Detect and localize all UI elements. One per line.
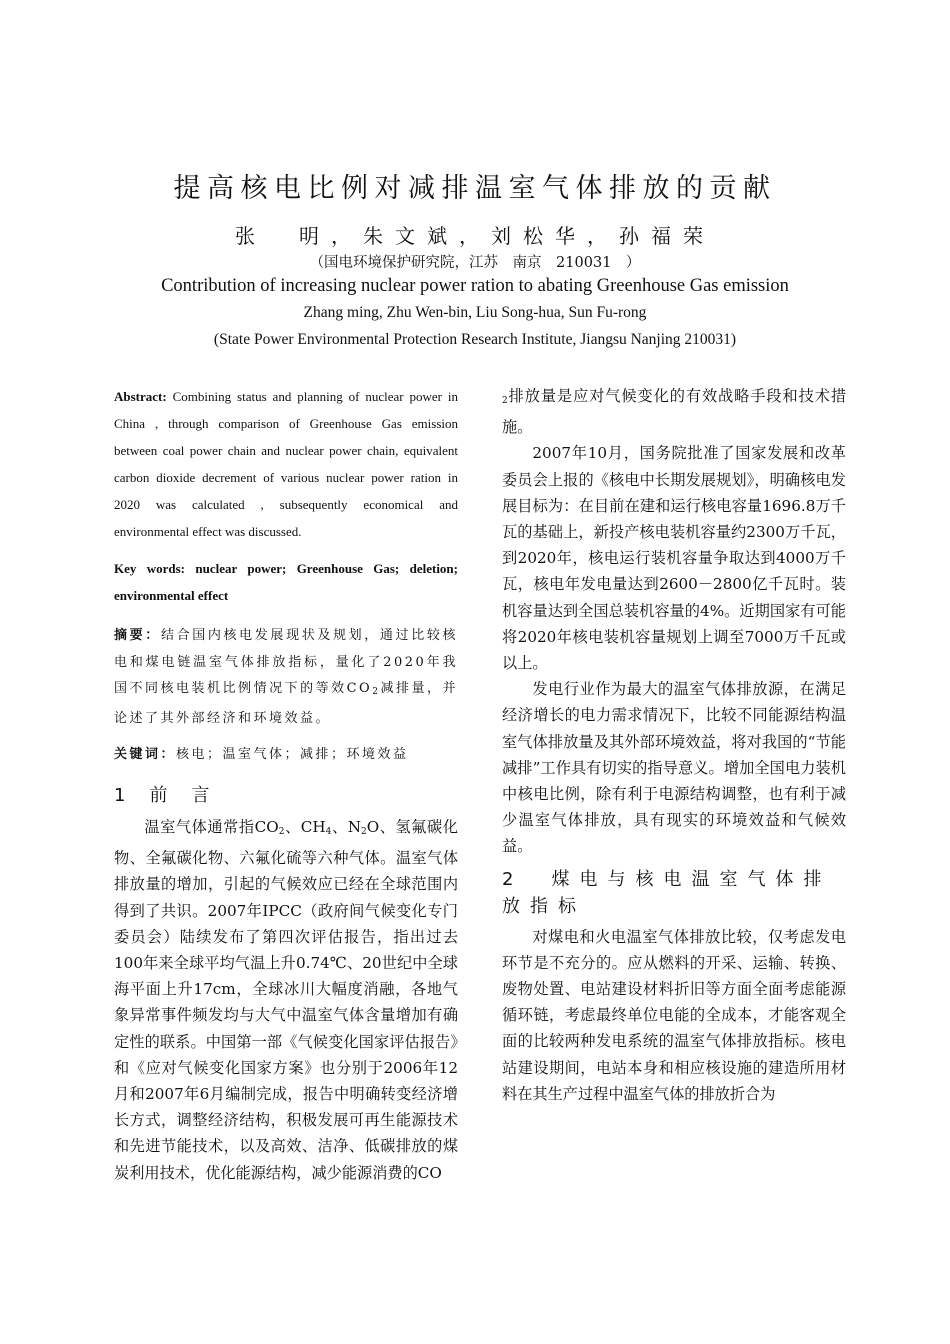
abstract-en-text: Combining status and planning of nuclear power in China , through comparison of Greenhouse Gas emission between coal power chain and nuclear power chain, equivalent carbon dioxide decrement of various nuclear power ration in 2020 was calculated , subsequently economical and environmental effect was discussed.	[114, 389, 458, 539]
section2-paragraph-1: 对煤电和火电温室气体排放比较，仅考虑发电环节是不充分的。应从燃料的开采、运输、转换、废物处置、电站建设材料折旧等方面全面考虑能源循环链，考虑最终单位电能的全成本，才能客观全面的比较两种发电系统的温室气体排放指标。核电站建设期间，电站本身和相应核设施的建造所用材料在其生产过程中温室气体的排放折合为	[502, 927, 846, 1103]
abstract-cn-sub: 2	[372, 687, 381, 697]
paper-title-en: Contribution of increasing nuclear power ration to abating Greenhouse Gas emission	[161, 276, 789, 296]
left-column	[114, 383, 458, 1186]
section1-paragraph-2: 2007年10月，国务院批准了国家发展和改革委员会上报的《核电中长期发展规划》，明确核电发展目标为：在目前在建和运行核电容量1696.8万千瓦的基础上，新投产核电装机容量约2300万千瓦，到2020年，核电运行装机容量争取达到4000万千瓦，核电年发电量达到2600－2800亿千瓦时。装机容量达到全国总装机容量的4%。近期国家有可能将2020年核电装机容量规划上调至7000万千瓦或以上。	[502, 444, 846, 673]
abstract-cn-text-b: 减排量，并论述了其外部经济和环境效益。	[114, 681, 458, 726]
abstract-cn	[114, 623, 458, 732]
abstract-en-label: Abstract:	[114, 389, 167, 404]
s1p1-sub-4: 2	[502, 396, 508, 406]
s1p1-text-a: 温室气体通常指CO	[144, 818, 279, 836]
abstract-cn-label: 摘要：	[114, 628, 161, 643]
authors-en: Zhang ming, Zhu Wen-bin, Liu Song-hua, Sun Fu-rong	[303, 304, 647, 321]
section1-paragraph-1	[114, 814, 458, 1186]
paper-title-cn: 提高核电比例对减排温室气体排放的贡献	[173, 173, 777, 204]
s1p1-text-b: 、CH	[284, 818, 326, 836]
s1p1-text-d: O、氢氟碳化物、全氟碳化物、六氟化硫等六种气体。温室气体排放量的增加，引起的气候效应已经在全球范围内得到了共识。2007年IPCC（政府间气候变化专门委员会）陆续发布了第四次评估报告，指出过去100年来全球平均气温上升0.74℃、20世纪中全球海平面上升17cm，全球冰川大幅度消融，各地气象异常事件频发均与大气中温室气体含量增加有确定性的联系。中国第一部《气候变化国家评估报告》和《应对气候变化国家方案》也分别于2006年12月和2007年6月编制完成，报告中明确转变经济增长方式，调整经济结构，积极发展可再生能源技术和先进节能技术，以及高效、洁净、低碳排放的煤炭利用技术，优化能源结构，减少能源消费的CO	[114, 818, 458, 1182]
affiliation-en: (State Power Environmental Protection Research Institute, Jiangsu Nanjing 210031)	[213, 331, 737, 348]
section1-paragraph-1-cont	[502, 383, 846, 440]
right-column	[502, 383, 846, 1107]
section2-heading: 2 煤电与核电温室气体排放指标	[502, 868, 832, 917]
keywords-cn-label: 关键词：	[114, 747, 177, 762]
s1p1-text-e: 排放量是应对气候变化的有效战略手段和技术措施。	[502, 387, 846, 437]
section1-paragraph-3: 发电行业作为最大的温室气体排放源，在满足经济增长的电力需求情况下，比较不同能源结构温室气体排放量及其外部环境效益，将对我国的“节能减排”工作具有切实的指导意义。增加全国电力装机中核电比例，除有利于电源结构调整，也有利于减少温室气体排放，具有现实的环境效益和气候效益。	[502, 680, 846, 856]
abstract-cn-text-a: 结合国内核电发展现状及规划，通过比较核电和煤电链温室气体排放指标，量化了2020年我国不同核电装机比例情况下的等效CO	[114, 628, 458, 696]
s1p1-sub-3: 2	[361, 827, 367, 837]
affiliation-cn: （国电环境保护研究院，江苏 南京 210031 ）	[309, 255, 641, 271]
section1-heading: 1 前 言	[114, 785, 213, 806]
keywords-cn-text: 核电；温室气体；减排；环境效益	[176, 747, 409, 762]
keywords-en: Key words: nuclear power; Greenhouse Gas; deletion; environmental effect	[114, 561, 458, 603]
abstract-en	[114, 383, 458, 545]
keywords-cn	[114, 742, 458, 768]
authors-cn: 张 明，朱文斌，刘松华，孙福荣	[235, 224, 715, 248]
s1p1-sub-2: 4	[325, 827, 332, 837]
s1p1-sub-1: 2	[278, 827, 285, 837]
s1p1-text-c: 、N	[331, 818, 362, 836]
